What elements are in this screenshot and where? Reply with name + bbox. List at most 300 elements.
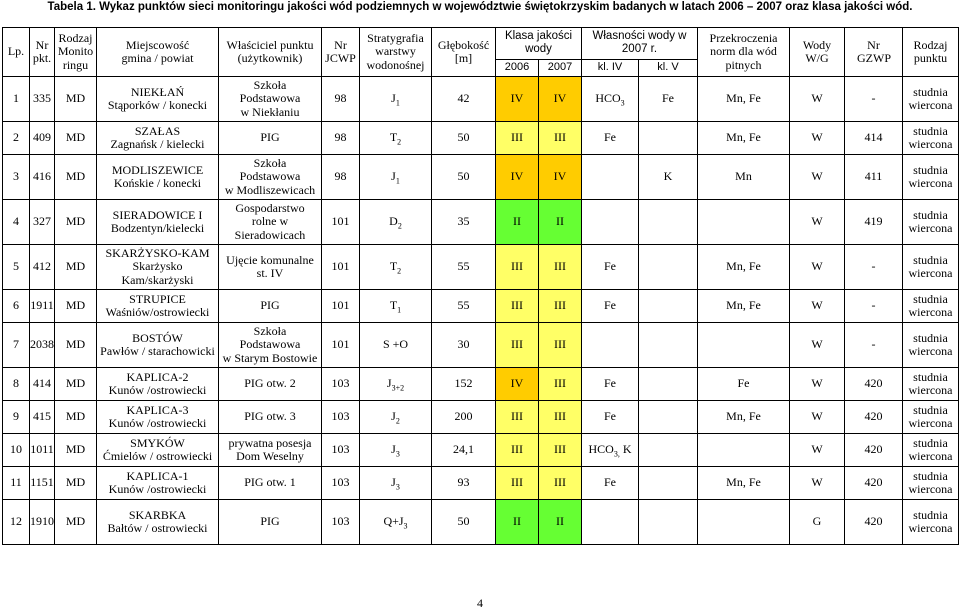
strat-subscript: 3+2 [391,383,405,393]
locality-gmina: Kunów /ostrowiecki [108,416,207,430]
header-kl-iv: kl. IV [582,59,639,76]
monitoring-value: MD [65,214,86,229]
cell-klasa-2007 [539,467,582,500]
water-type-value: W [811,169,823,184]
cell-wlasciciel [219,401,322,434]
monitoring-value: MD [65,409,86,424]
cell-kl-iv [582,200,639,245]
point-type-line-1: studnia [913,162,948,177]
cell-klasa-2006 [496,434,539,467]
point-type-line-1: studnia [913,468,948,483]
water-type-value: G [812,514,822,529]
kl-iv-value: Fe [604,298,616,313]
cell-przekroczenia [698,434,790,467]
cell-miejscowosc [97,290,219,323]
depth-value: 55 [457,259,470,274]
locality-name: STRUPICE [129,291,186,306]
cell-stratygrafia [360,155,432,200]
cell-wody [790,500,845,545]
locality-name: SIERADOWICE I [112,207,203,222]
cell-klasa-2007 [539,401,582,434]
owner-line-2: st. IV [256,266,284,280]
locality-name: SZAŁAS [134,123,181,138]
class-2007-value: II [556,214,564,229]
cell-gzwp [845,467,903,500]
cell-nr [30,122,55,155]
cell-monitoring [55,467,97,500]
header-przekroczenia: Przekroczenia norm dla wód pitnych [698,28,790,77]
cell-kl-iv [582,122,639,155]
locality-name: KAPLICA-1 [126,468,189,483]
cell-klasa-2007 [539,77,582,122]
cell-klasa-2007 [539,200,582,245]
cell-klasa-2006 [496,290,539,323]
cell-jcwp [322,200,360,245]
exceedance-value: Mn, Fe [726,130,761,145]
cell-wlasciciel [219,500,322,545]
strat-value: D [389,214,398,229]
kl-v-value: Fe [662,91,674,106]
exceedance-value: Mn, Fe [726,475,761,490]
class-2007-value: III [554,259,566,274]
class-2007-value: III [554,337,566,352]
locality-gmina: Ćmielów / ostrowiecki [102,449,213,463]
locality-gmina: Pawłów / starachowicki [100,344,215,358]
cell-jcwp [322,77,360,122]
locality-gmina: Bałtów / ostrowiecki [107,521,208,535]
jcwp-value: 101 [331,214,350,229]
cell-monitoring [55,401,97,434]
point-type-line-2: wiercona [908,266,953,280]
cell-jcwp [322,122,360,155]
cell-gzwp [845,323,903,368]
strat-value: T [389,298,398,313]
cell-klasa-2006 [496,155,539,200]
point-type-line-1: studnia [913,507,948,522]
monitoring-value: MD [65,376,86,391]
cell-kl-v [639,122,698,155]
strat-subscript: 2 [395,416,400,426]
gzwp-value: 420 [864,514,883,529]
gzwp-value: 411 [864,169,883,184]
kl-iv-value: Fe [604,259,616,274]
depth-value: 50 [457,514,470,529]
cell-wlasciciel [219,122,322,155]
kl-iv-value: Fe [604,475,616,490]
lp-value: 4 [13,214,19,229]
nr-value: 1911 [30,298,54,313]
strat-value: T [389,130,398,145]
nr-value: 335 [33,91,51,106]
exceedance-value: Mn [735,169,752,184]
cell-przekroczenia [698,323,790,368]
cell-wlasciciel [219,155,322,200]
gzwp-value: 414 [864,130,883,145]
cell-lp [3,500,30,545]
cell-jcwp [322,245,360,290]
strat-subscript: 3 [395,482,400,492]
point-type-line-1: studnia [913,123,948,138]
header-gzwp: Nr GZWP [845,28,903,77]
locality-gmina: Waśniów/ostrowiecki [105,305,210,319]
cell-monitoring [55,323,97,368]
cell-miejscowosc [97,122,219,155]
monitoring-value: MD [65,475,86,490]
table-row [3,368,959,401]
strat-subscript: 2 [397,266,402,276]
cell-klasa-2006 [496,467,539,500]
cell-gzwp [845,155,903,200]
table-row [3,434,959,467]
exceedance-value: Mn, Fe [726,259,761,274]
cell-stratygrafia [360,200,432,245]
cell-miejscowosc [97,200,219,245]
class-2006-value: II [513,214,521,229]
cell-kl-v [639,434,698,467]
cell-monitoring [55,155,97,200]
cell-nr [30,77,55,122]
lp-value: 3 [13,169,19,184]
cell-kl-v [639,200,698,245]
gzwp-value: - [871,337,876,352]
table-row [3,155,959,200]
owner-line-1: PIG [260,298,280,313]
cell-kl-v [639,155,698,200]
lp-value: 6 [13,298,19,313]
kl-iv-value: Fe [604,130,616,145]
jcwp-value: 103 [331,514,350,529]
point-type-line-2: wiercona [908,521,953,535]
monitoring-value: MD [65,169,86,184]
cell-klasa-2006 [496,122,539,155]
cell-miejscowosc [97,245,219,290]
class-2006-value: III [511,409,523,424]
nr-value: 327 [33,214,51,229]
strat-value: J [391,442,396,457]
cell-stratygrafia [360,245,432,290]
point-type-line-2: wiercona [908,221,953,235]
cell-kl-v [639,401,698,434]
locality-gmina: Kunów /ostrowiecki [108,482,207,496]
header-wody: Wody W/G [790,28,845,77]
nr-value: 409 [33,130,51,145]
monitoring-value: MD [65,298,86,313]
cell-lp [3,290,30,323]
owner-line-1: PIG otw. 3 [244,409,296,424]
cell-nr [30,401,55,434]
point-type-line-1: studnia [913,252,948,267]
cell-rodzaj-punktu [903,77,959,122]
lp-value: 8 [13,376,19,391]
locality-powiat: Kam/skarżyski [121,272,194,287]
water-type-value: W [811,337,823,352]
water-type-value: W [811,130,823,145]
table-row [3,401,959,434]
cell-glebokosc [432,200,496,245]
cell-monitoring [55,290,97,323]
cell-stratygrafia [360,401,432,434]
cell-wlasciciel [219,323,322,368]
cell-wlasciciel [219,200,322,245]
cell-jcwp [322,467,360,500]
gzwp-value: 420 [864,376,883,391]
strat-value: J [391,409,396,424]
class-2006-value: III [511,442,523,457]
locality-gmina: Skarżysko [132,259,183,274]
owner-line-3: w Starym Bostowie [222,350,318,365]
locality-name: KAPLICA-2 [126,369,189,384]
cell-gzwp [845,200,903,245]
nr-value: 2038 [30,337,54,352]
strat-subscript: 2 [397,221,402,231]
point-type-line-2: wiercona [908,176,953,190]
point-type-line-2: wiercona [908,383,953,397]
point-type-line-2: wiercona [908,482,953,496]
cell-gzwp [845,290,903,323]
class-2007-value: III [554,376,566,391]
cell-lp [3,155,30,200]
cell-stratygrafia [360,368,432,401]
cell-kl-v [639,467,698,500]
locality-gmina: Bodzentyn/kielecki [110,221,205,235]
gzwp-value: - [871,298,876,313]
depth-value: 42 [457,91,470,106]
cell-nr [30,290,55,323]
class-2006-value: III [511,130,523,145]
cell-wody [790,323,845,368]
cell-przekroczenia [698,401,790,434]
cell-monitoring [55,200,97,245]
cell-przekroczenia [698,200,790,245]
exceedance-value: Mn, Fe [726,409,761,424]
cell-glebokosc [432,245,496,290]
table-row [3,467,959,500]
table-row [3,323,959,368]
owner-line-1: PIG otw. 2 [244,376,296,391]
point-type-line-1: studnia [913,369,948,384]
locality-gmina: Końskie / konecki [113,176,202,190]
cell-miejscowosc [97,155,219,200]
header-stratygrafia: Stratygrafia warstwy wodonośnej [360,28,432,77]
class-2006-value: IV [510,169,524,184]
cell-kl-v [639,290,698,323]
strat-subscript: 1 [397,305,402,315]
water-type-value: W [811,442,823,457]
jcwp-value: 98 [334,91,347,106]
locality-name: SKARŻYSKO-KAM [105,245,210,260]
header-klasa: Klasa jakości wody [496,28,582,60]
cell-kl-iv [582,155,639,200]
cell-klasa-2007 [539,122,582,155]
monitoring-value: MD [65,130,86,145]
cell-miejscowosc [97,467,219,500]
cell-wlasciciel [219,245,322,290]
point-type-line-2: wiercona [908,449,953,463]
depth-value: 50 [457,130,470,145]
cell-wlasciciel [219,368,322,401]
gzwp-value: 420 [864,442,883,457]
cell-miejscowosc [97,77,219,122]
strat-subscript: 2 [397,137,402,147]
cell-lp [3,368,30,401]
depth-value: 55 [457,298,470,313]
owner-line-1: prywatna posesja [228,435,312,450]
strat-value: Q+J [383,514,404,529]
depth-value: 30 [457,337,470,352]
cell-klasa-2006 [496,368,539,401]
kl-iv-value: HCO [588,442,614,457]
cell-miejscowosc [97,368,219,401]
locality-name: SKARBKA [128,507,187,522]
owner-line-2: Dom Weselny [236,449,304,463]
class-2007-value: III [554,130,566,145]
cell-stratygrafia [360,323,432,368]
cell-wody [790,245,845,290]
lp-value: 9 [13,409,19,424]
owner-line-3: w Modliszewicach [224,182,316,197]
header-miejscowosc: Miejscowość gmina / powiat [97,28,219,77]
cell-lp [3,401,30,434]
cell-miejscowosc [97,323,219,368]
exceedance-value: Mn, Fe [726,91,761,106]
header-wlasnosci: Własności wody w 2007 r. [582,28,698,60]
cell-glebokosc [432,401,496,434]
locality-name: NIEKŁAŃ [130,84,185,99]
jcwp-value: 103 [331,442,350,457]
cell-miejscowosc [97,401,219,434]
cell-wody [790,368,845,401]
cell-nr [30,323,55,368]
class-2007-value: III [554,409,566,424]
jcwp-value: 98 [334,169,347,184]
strat-subscript: 1 [395,98,400,108]
depth-value: 200 [454,409,473,424]
exceedance-value: Fe [737,376,750,391]
nr-value: 1011 [30,442,54,457]
owner-line-1: PIG otw. 1 [244,475,296,490]
owner-line-3: Sieradowicach [234,227,306,242]
cell-glebokosc [432,122,496,155]
cell-glebokosc [432,467,496,500]
owner-line-1: Szkoła [253,155,287,170]
cell-klasa-2007 [539,323,582,368]
owner-line-2: Podstawowa [239,169,301,184]
header-lp: Lp. [3,28,30,77]
water-type-value: W [811,91,823,106]
owner-line-1: PIG [260,130,280,145]
cell-jcwp [322,401,360,434]
cell-kl-iv [582,368,639,401]
cell-klasa-2007 [539,290,582,323]
cell-przekroczenia [698,122,790,155]
cell-monitoring [55,500,97,545]
cell-rodzaj-punktu [903,368,959,401]
cell-lp [3,467,30,500]
cell-przekroczenia [698,245,790,290]
cell-monitoring [55,122,97,155]
class-2006-value: IV [510,376,524,391]
kl-iv-extra: K [619,442,632,457]
strat-subscript: 1 [395,176,400,186]
gzwp-value: - [871,259,876,274]
jcwp-value: 101 [331,337,350,352]
water-type-value: W [811,259,823,274]
class-2006-value: IV [510,91,524,106]
header-glebokosc: Głębokość [m] [432,28,496,77]
cell-gzwp [845,434,903,467]
cell-klasa-2006 [496,245,539,290]
cell-glebokosc [432,368,496,401]
gzwp-value: 420 [864,475,883,490]
point-type-line-1: studnia [913,291,948,306]
cell-kl-iv [582,434,639,467]
class-2006-value: III [511,298,523,313]
cell-glebokosc [432,500,496,545]
cell-rodzaj-punktu [903,500,959,545]
header-rodzaj-punktu: Rodzaj punktu [903,28,959,77]
exceedance-value: Mn, Fe [726,298,761,313]
class-2007-value: IV [553,91,567,106]
monitoring-value: MD [65,337,86,352]
cell-jcwp [322,368,360,401]
cell-lp [3,200,30,245]
cell-klasa-2006 [496,200,539,245]
locality-name: KAPLICA-3 [126,402,189,417]
cell-lp [3,122,30,155]
jcwp-value: 101 [331,259,350,274]
cell-klasa-2007 [539,500,582,545]
cell-kl-iv [582,500,639,545]
header-klasa-2007: 2007 [539,59,582,76]
point-type-line-1: studnia [913,330,948,345]
cell-wody [790,200,845,245]
cell-glebokosc [432,434,496,467]
cell-jcwp [322,155,360,200]
strat-subscript: 3 [395,449,400,459]
table-row [3,290,959,323]
lp-value: 2 [13,130,19,145]
point-type-line-2: wiercona [908,98,953,112]
cell-gzwp [845,368,903,401]
cell-wody [790,401,845,434]
locality-name: SMYKÓW [130,435,185,450]
class-2007-value: IV [553,169,567,184]
nr-value: 414 [33,376,51,391]
header-wlasciciel: Właściciel punktu (użytkownik) [219,28,322,77]
cell-nr [30,467,55,500]
cell-wlasciciel [219,434,322,467]
cell-jcwp [322,500,360,545]
cell-glebokosc [432,290,496,323]
header-kl-v: kl. V [639,59,698,76]
cell-przekroczenia [698,77,790,122]
cell-nr [30,200,55,245]
cell-nr [30,155,55,200]
cell-stratygrafia [360,122,432,155]
cell-gzwp [845,77,903,122]
cell-przekroczenia [698,368,790,401]
table-row [3,77,959,122]
cell-kl-v [639,77,698,122]
cell-gzwp [845,122,903,155]
cell-gzwp [845,500,903,545]
cell-nr [30,500,55,545]
cell-monitoring [55,77,97,122]
cell-kl-v [639,323,698,368]
cell-stratygrafia [360,290,432,323]
cell-rodzaj-punktu [903,434,959,467]
cell-nr [30,368,55,401]
